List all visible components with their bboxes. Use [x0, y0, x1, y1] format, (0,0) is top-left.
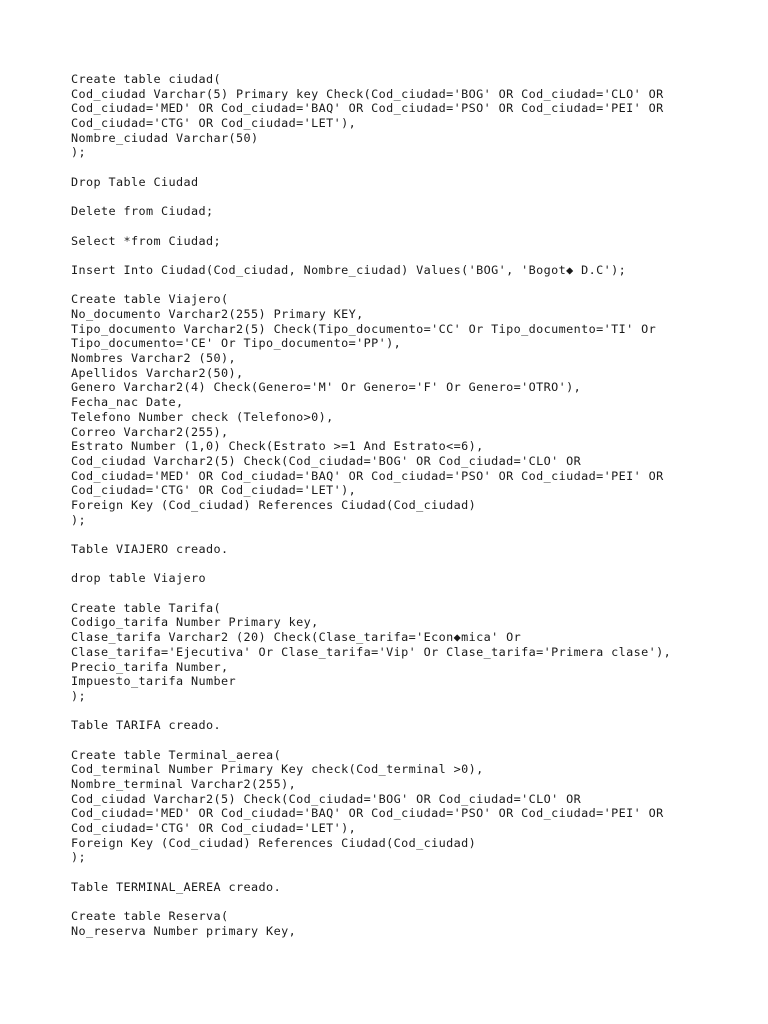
- blank-line: [71, 527, 761, 542]
- code-line: Clase_tarifa Varchar2 (20) Check(Clase_tarifa='Econ◆mica' Or: [71, 630, 522, 645]
- code-line: Table TERMINAL_AEREA creado.: [71, 879, 282, 894]
- code-line: Delete from Ciudad;: [71, 204, 214, 219]
- code-line: Cod_ciudad Varchar(5) Primary key Check(Cod_ciudad='BOG' OR Cod_ciudad='CLO' OR: [71, 86, 664, 101]
- code-line: Create table Tarifa(: [71, 600, 222, 615]
- code-line: Estrato Number (1,0) Check(Estrato >=1 And Estrato<=6),: [71, 439, 484, 454]
- blank-line: [71, 586, 761, 601]
- code-line: Tipo_documento Varchar2(5) Check(Tipo_documento='CC' Or Tipo_documento='TI' Or: [71, 321, 657, 336]
- code-line: Genero Varchar2(4) Check(Genero='M' Or Genero='F' Or Genero='OTRO'),: [71, 380, 582, 395]
- code-line: Cod_terminal Number Primary Key check(Cod_terminal >0),: [71, 762, 484, 777]
- blank-line: [71, 219, 761, 234]
- code-line: Cod_ciudad='MED' OR Cod_ciudad='BAQ' OR Cod_ciudad='PSO' OR Cod_ciudad='PEI' OR: [71, 101, 664, 116]
- code-line: Telefono Number check (Telefono>0),: [71, 409, 334, 424]
- code-line: Cod_ciudad='MED' OR Cod_ciudad='BAQ' OR Cod_ciudad='PSO' OR Cod_ciudad='PEI' OR: [71, 806, 664, 821]
- code-line: Foreign Key (Cod_ciudad) References Ciudad(Cod_ciudad): [71, 835, 477, 850]
- code-line: Drop Table Ciudad: [71, 174, 199, 189]
- code-line: Precio_tarifa Number,: [71, 659, 229, 674]
- code-line: Cod_ciudad='CTG' OR Cod_ciudad='LET'),: [71, 483, 357, 498]
- blank-line: [71, 704, 761, 719]
- code-line: Clase_tarifa='Ejecutiva' Or Clase_tarifa='Vip' Or Clase_tarifa='Primera clase'),: [71, 644, 672, 659]
- code-line: Create table Reserva(: [71, 909, 229, 924]
- code-line: Correo Varchar2(255),: [71, 424, 229, 439]
- code-line: Foreign Key (Cod_ciudad) References Ciudad(Cod_ciudad): [71, 497, 477, 512]
- code-line: );: [71, 512, 87, 527]
- code-line: Cod_ciudad='MED' OR Cod_ciudad='BAQ' OR Cod_ciudad='PSO' OR Cod_ciudad='PEI' OR: [71, 468, 664, 483]
- code-line: Insert Into Ciudad(Cod_ciudad, Nombre_ciudad) Values('BOG', 'Bogot◆ D.C');: [71, 262, 627, 277]
- blank-line: [71, 190, 761, 205]
- code-line: No_documento Varchar2(255) Primary KEY,: [71, 307, 364, 321]
- code-line: Impuesto_tarifa Number: [71, 674, 237, 689]
- code-line: Cod_ciudad='CTG' OR Cod_ciudad='LET'),: [71, 821, 357, 836]
- code-line: drop table Viajero: [71, 571, 207, 586]
- blank-line: [71, 865, 761, 880]
- code-line: );: [71, 688, 87, 703]
- code-line: Nombres Varchar2 (50),: [71, 351, 237, 366]
- code-line: Select *from Ciudad;: [71, 233, 222, 248]
- code-line: Create table ciudad(: [71, 72, 222, 86]
- blank-line: [71, 278, 761, 293]
- code-line: Cod_ciudad Varchar2(5) Check(Cod_ciudad='BOG' OR Cod_ciudad='CLO' OR: [71, 791, 582, 806]
- code-line: Apellidos Varchar2(50),: [71, 365, 244, 380]
- code-line: Create table Terminal_aerea(: [71, 747, 282, 762]
- code-line: No_reserva Number primary Key,: [71, 923, 297, 938]
- code-line: );: [71, 145, 87, 160]
- blank-line: [71, 160, 761, 175]
- blank-line: [71, 733, 761, 748]
- code-line: Cod_ciudad='CTG' OR Cod_ciudad='LET'),: [71, 116, 357, 131]
- blank-line: [71, 557, 761, 572]
- code-line: Fecha_nac Date,: [71, 395, 184, 410]
- code-line: Create table Viajero(: [71, 292, 229, 307]
- code-line: );: [71, 850, 87, 865]
- code-line: Nombre_terminal Varchar2(255),: [71, 777, 297, 791]
- blank-line: [71, 248, 761, 263]
- code-line: Table TARIFA creado.: [71, 718, 222, 733]
- sql-document: [71, 72, 761, 939]
- code-line: Table VIAJERO creado.: [71, 542, 229, 556]
- code-line: Cod_ciudad Varchar2(5) Check(Cod_ciudad='BOG' OR Cod_ciudad='CLO' OR: [71, 453, 582, 468]
- code-line: Codigo_tarifa Number Primary key,: [71, 615, 319, 630]
- code-line: Nombre_ciudad Varchar(50): [71, 130, 259, 145]
- blank-line: [71, 895, 761, 910]
- code-line: Tipo_documento='CE' Or Tipo_documento='PP'),: [71, 336, 402, 351]
